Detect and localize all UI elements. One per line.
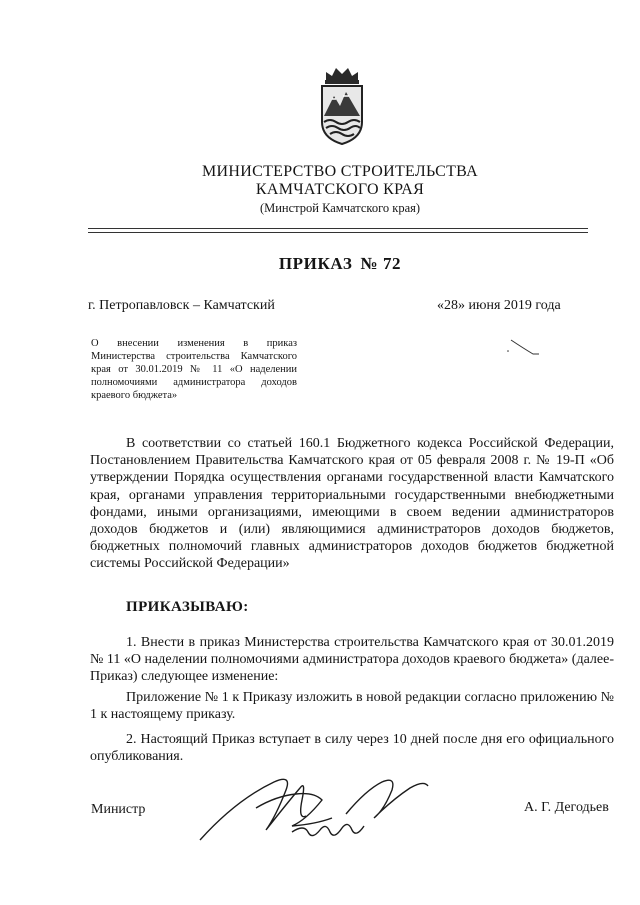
order-city: г. Петропавловск – Камчатский: [88, 298, 275, 313]
order-date: «28» июня 2019 года: [437, 298, 561, 313]
ministry-name-line1: МИНИСТЕРСТВО СТРОИТЕЛЬСТВА: [202, 163, 478, 180]
order-item-1-detail: Приложение № 1 к Приказу изложить в новой редакции согласно приложению № 1 к настоящему приказу.: [90, 690, 614, 723]
order-subject: О внесении изменения в приказ Министерства строительства Камчатского края от 30.01.2019 № 11 «О наделении полномочиями администратора доходов краевого бюджета»: [91, 338, 297, 401]
order-title-word: ПРИКАЗ: [278, 254, 353, 273]
order-number: № 72: [360, 254, 402, 273]
order-item-2: 2. Настоящий Приказ вступает в силу через 10 дней после дня его официального опубликования.: [90, 732, 614, 765]
signer-position: Министр: [91, 802, 146, 817]
preamble-paragraph: В соответствии со статьей 160.1 Бюджетного кодекса Российской Федерации, Постановлением Правительства Камчатского края от 05 февраля 2008 г. № 19-П «Об утверждении Порядка осуществления органами государственной власти Камчатского края, органами управления территориальными государственными внебюджетными фондами, иными организациями, имеющими в своем ведении администраторов доходов бюджетов и (или) являющимися администраторов доходов бюджетов, бюджетных полномочий главных администраторов доходов бюджетов бюджетной системы Российской Федерации»: [90, 436, 614, 572]
pen-mark: [505, 338, 545, 358]
handwritten-signature: [196, 760, 436, 860]
header-divider-top: [88, 228, 588, 229]
ministry-name-line2: КАМЧАТСКОГО КРАЯ: [255, 181, 425, 198]
kamchatka-coat-of-arms: [316, 66, 368, 146]
order-item-1: 1. Внести в приказ Министерства строительства Камчатского края от 30.01.2019 № 11 «О наделении полномочиями администратора доходов краевого бюджета» (далее-Приказ) следующее изменение:: [90, 635, 614, 685]
order-title: [90, 254, 590, 274]
signer-name: А. Г. Дегодьев: [524, 800, 609, 815]
header-divider-bottom: [88, 232, 588, 233]
ministry-short-name: (Минстрой Камчатского края): [259, 201, 421, 215]
ordering-heading: ПРИКАЗЫВАЮ:: [126, 599, 249, 615]
